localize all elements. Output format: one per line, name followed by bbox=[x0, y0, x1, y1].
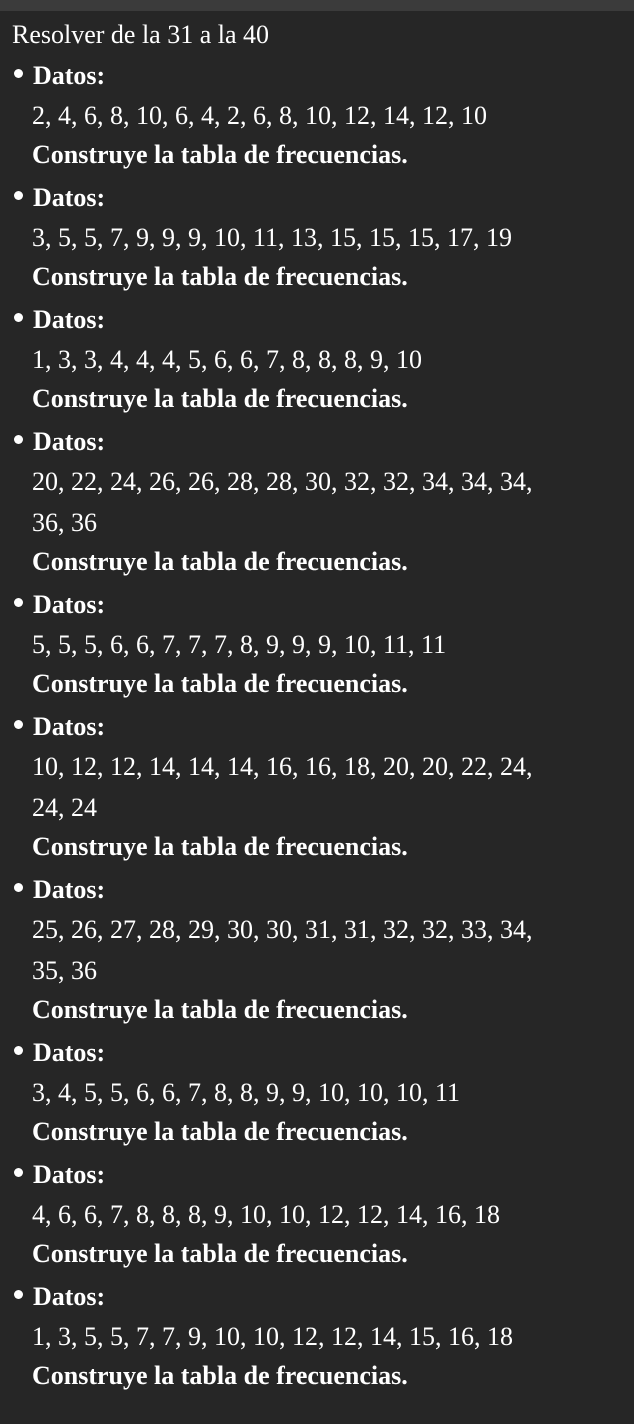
data-values: 1, 3, 3, 4, 4, 4, 5, 6, 6, 7, 8, 8, 8, 9, 10 bbox=[32, 345, 422, 374]
bullet-icon bbox=[14, 313, 23, 322]
bullet-icon bbox=[14, 1168, 23, 1177]
document-content bbox=[12, 18, 627, 1395]
datos-label: Datos: bbox=[33, 712, 106, 741]
data-values: 5, 5, 5, 6, 6, 7, 7, 7, 8, 9, 9, 9, 10, 11, 11 bbox=[32, 630, 447, 659]
exercise-item bbox=[12, 1280, 627, 1395]
exercise-item bbox=[12, 873, 627, 1029]
data-values: 25, 26, 27, 28, 29, 30, 30, 31, 31, 32, 32, 33, 34, 35, 36 bbox=[32, 915, 533, 985]
bullet-icon bbox=[14, 883, 23, 892]
datos-label: Datos: bbox=[33, 305, 106, 334]
instruction-text: Construye la tabla de frecuencias. bbox=[32, 1239, 408, 1268]
data-values: 3, 5, 5, 7, 9, 9, 9, 10, 11, 13, 15, 15, 15, 17, 19 bbox=[32, 223, 513, 252]
exercise-item bbox=[12, 181, 627, 296]
datos-label: Datos: bbox=[33, 875, 106, 904]
exercise-item bbox=[12, 1036, 627, 1151]
datos-label: Datos: bbox=[33, 61, 106, 90]
instruction-text: Construye la tabla de frecuencias. bbox=[32, 262, 408, 291]
datos-row bbox=[12, 588, 627, 622]
exercise-item bbox=[12, 425, 627, 581]
exercise-item bbox=[12, 710, 627, 866]
data-values: 20, 22, 24, 26, 26, 28, 28, 30, 32, 32, 34, 34, 34, 36, 36 bbox=[32, 467, 533, 537]
exercise-item bbox=[12, 1158, 627, 1273]
data-values: 3, 4, 5, 5, 6, 6, 7, 8, 8, 9, 9, 10, 10, 10, 11 bbox=[32, 1078, 461, 1107]
bullet-icon bbox=[14, 69, 23, 78]
instruction-text: Construye la tabla de frecuencias. bbox=[32, 995, 408, 1024]
instruction-text: Construye la tabla de frecuencias. bbox=[32, 384, 408, 413]
datos-row bbox=[12, 303, 627, 337]
datos-label: Datos: bbox=[33, 1038, 106, 1067]
data-values: 2, 4, 6, 8, 10, 6, 4, 2, 6, 8, 10, 12, 14, 12, 10 bbox=[32, 101, 487, 130]
datos-row bbox=[12, 425, 627, 459]
datos-row bbox=[12, 181, 627, 215]
datos-row bbox=[12, 873, 627, 907]
datos-label: Datos: bbox=[33, 590, 106, 619]
instruction-text: Construye la tabla de frecuencias. bbox=[32, 1117, 408, 1146]
bullet-icon bbox=[14, 191, 23, 200]
datos-row bbox=[12, 710, 627, 744]
data-values: 4, 6, 6, 7, 8, 8, 8, 9, 10, 10, 12, 12, 14, 16, 18 bbox=[32, 1200, 500, 1229]
bullet-icon bbox=[14, 1046, 23, 1055]
datos-label: Datos: bbox=[33, 427, 106, 456]
instruction-text: Construye la tabla de frecuencias. bbox=[32, 547, 408, 576]
exercise-item bbox=[12, 588, 627, 703]
bullet-icon bbox=[14, 598, 23, 607]
data-values: 1, 3, 5, 5, 7, 7, 9, 10, 10, 12, 12, 14, 15, 16, 18 bbox=[32, 1322, 513, 1351]
instruction-text: Construye la tabla de frecuencias. bbox=[32, 1361, 408, 1390]
instruction-text: Construye la tabla de frecuencias. bbox=[32, 669, 408, 698]
datos-row bbox=[12, 59, 627, 93]
instruction-text: Construye la tabla de frecuencias. bbox=[32, 140, 408, 169]
data-values: 10, 12, 12, 14, 14, 14, 16, 16, 18, 20, 20, 22, 24, 24, 24 bbox=[32, 752, 533, 822]
page-title: Resolver de la 31 a la 40 bbox=[12, 20, 270, 49]
instruction-text: Construye la tabla de frecuencias. bbox=[32, 832, 408, 861]
datos-row bbox=[12, 1036, 627, 1070]
exercise-item bbox=[12, 59, 627, 174]
datos-label: Datos: bbox=[33, 183, 106, 212]
bullet-icon bbox=[14, 435, 23, 444]
top-bar bbox=[0, 0, 634, 11]
datos-label: Datos: bbox=[33, 1282, 106, 1311]
bullet-icon bbox=[14, 1290, 23, 1299]
exercise-list bbox=[12, 59, 627, 1395]
datos-row bbox=[12, 1158, 627, 1192]
datos-row bbox=[12, 1280, 627, 1314]
datos-label: Datos: bbox=[33, 1160, 106, 1189]
bullet-icon bbox=[14, 720, 23, 729]
exercise-item bbox=[12, 303, 627, 418]
